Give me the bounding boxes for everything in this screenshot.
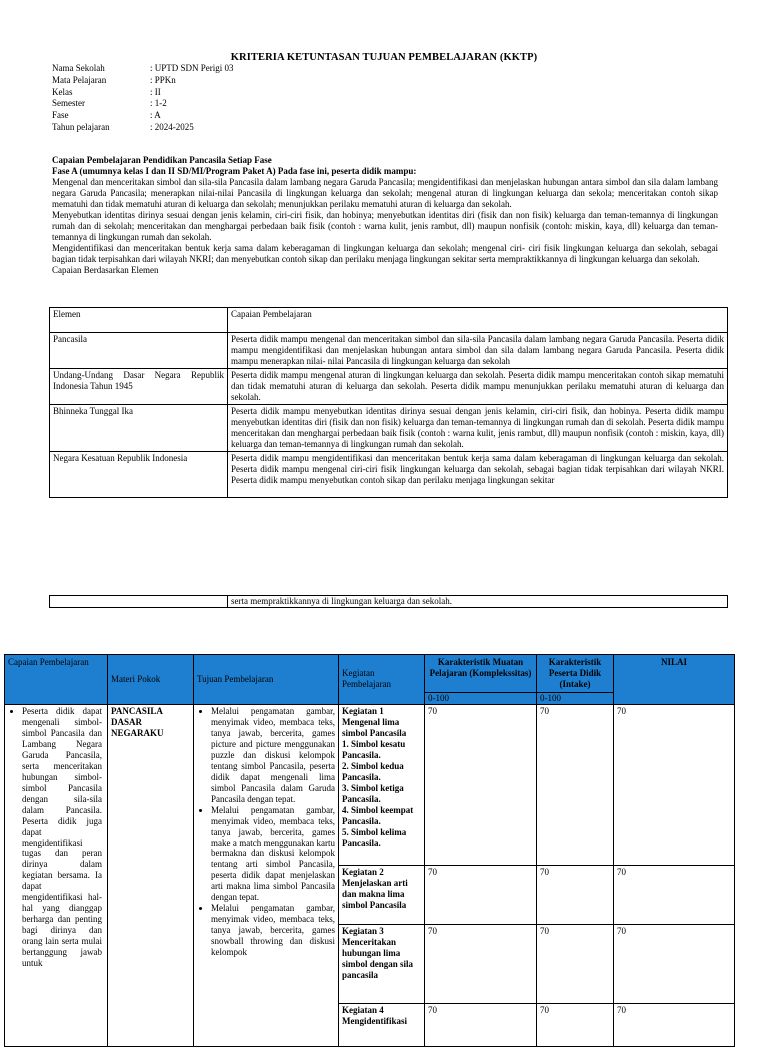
list-item: • Melalui pengamatan gambar, menyimak video, membaca teks, tanya jawab, bercerita, games picture and picture menggunakan puzzle dan diskusi kelompok tentang simbol Pancasila, peserta didik dapat mengenali lima simbol Pancasila dalam Garuda Pancasila dengan tepat.: [211, 706, 335, 805]
capaian-paragraph: Menyebutkan identitas dirinya sesuai dengan jenis kelamin, ciri-ciri fisik, dan hobinya; menyebutkan identitas diri (fisik dan non fisik) keluarga dan teman-temannya di lingkungan rumah dan di sekolah; menceritakan dan menghargai perbedaan baik fisik (contoh : warna kulit, jenis rambut, dll) maupun nonfisik (contoh: miskin, kaya, dll) keluarga dan teman-temannya di lingkungan rumah dan sekolah.: [52, 209, 718, 242]
list-item: • Peserta didik dapat mengenali simbol-simbol Pancasila dan Lambang Negara Garuda Pancasila, serta menceritakan hubungan simbol-simbol Pancasila dengan sila-sila dalam Pancasila. Peserta didik juga dapat mengidentifikasi tugas dan peran dirinya dalam kegiatan bersama. Ia dapat mengidentifikasi hal-hal yang dianggap berharga dan penting bagi dirinya dan orang lain serta mulai bertanggung jawab untuk: [22, 706, 104, 969]
range-label: 0-100: [537, 692, 614, 704]
peserta-value: 70: [537, 924, 614, 1003]
identity-row: [52, 63, 234, 75]
nilai-value: 70: [614, 1003, 735, 1046]
kegiatan-line: 3. Simbol ketiga Pancasila.: [342, 782, 404, 804]
identity-value: : PPKn: [150, 74, 176, 85]
kegiatan-line: Kegiatan 4: [342, 1004, 384, 1015]
kegiatan-cell: [339, 1003, 425, 1046]
capaian-paragraph: Mengenal dan menceritakan simbol dan sila-sila Pancasila dalam lambang negara Garuda Pancasila; mengidentifikasi dan menjelaskan hubungan antara simbol dan sila dalam lambang negara Garuda Pancasila; menerapkan nilai-nilai Pancasila di lingkungan keluarga dan sekolah; mengenal aturan di lingkungan keluarga dan sekola; menceritakan contoh sikap mematuhi dan tidak mematuhi aturan di keluarga dan sekolah; menunjukkan perilaku mematuhi aturan di keluarga dan sekolah.: [52, 176, 718, 209]
identity-row: [52, 110, 234, 122]
table-row: [50, 333, 728, 369]
table-header-row: [50, 308, 728, 333]
identity-value: : A: [150, 110, 161, 121]
column-header-karakteristik-peserta: Karakteristik Peserta Didik (Intake): [537, 655, 614, 693]
kktp-table: [4, 654, 735, 1047]
kegiatan-line: Menjelaskan arti dan makna lima simbol Pancasila: [342, 877, 408, 910]
kegiatan-line: Kegiatan 1: [342, 705, 384, 716]
range-label: 0-100: [425, 692, 537, 704]
identity-label: Tahun pelajaran: [52, 121, 110, 132]
elemen-cell: Undang-Undang Dasar Negara Republik Indonesia Tahun 1945: [50, 368, 228, 404]
capaian-cell: Peserta didik mampu mengidentifikasi dan menceritakan bentuk kerja sama dalam keberagaman di lingkungan keluarga dan sekolah. Peserta didik mampu mengenal ciri-ciri fisik lingkungan keluarga dan sekolah, sebagai bagian tidak terpisahkan dari wilayah NKRI. Peserta didik mampu menyebutkan contoh sikap dan perilaku menjaga lingkungan sekitar: [228, 451, 728, 497]
kegiatan-cell: [339, 865, 425, 924]
peserta-value: 70: [537, 865, 614, 924]
table-row: [50, 368, 728, 404]
identity-label: Semester: [52, 98, 85, 109]
elemen-cell: Negara Kesatuan Republik Indonesia: [50, 451, 228, 497]
muatan-value: 70: [425, 704, 537, 865]
elemen-table-continuation: [49, 595, 728, 608]
identity-label: Nama Sekolah: [52, 63, 105, 73]
elemen-cell: Bhinneka Tunggal Ika: [50, 404, 228, 451]
capaian-cell: serta mempraktikkannya di lingkungan keluarga dan sekolah.: [228, 596, 728, 608]
identity-value: : 1-2: [150, 98, 167, 109]
elemen-table: [49, 307, 728, 498]
peserta-value: 70: [537, 1003, 614, 1046]
identity-value: : UPTD SDN Perigi 03: [150, 63, 234, 73]
capaian-section: [52, 155, 718, 276]
column-header-capaian: Capaian Pembelajaran: [5, 655, 108, 705]
list-item: • Melalui pengamatan gambar, menyimak video, membaca teks, tanya jawab, bercerita, games snowball throwing dan diskusi kelompok: [211, 903, 335, 958]
identity-block: [52, 63, 234, 134]
peserta-value: 70: [537, 704, 614, 865]
kegiatan-line: Menceritakan hubungan lima simbol dengan sila pancasila: [342, 936, 414, 980]
identity-row: [52, 75, 234, 87]
nilai-value: 70: [614, 704, 735, 865]
capaian-subheading: Fase A (umumnya kelas I dan II SD/MI/Program Paket A) Pada fase ini, peserta didik mampu:: [52, 165, 417, 176]
capaian-heading: Capaian Pembelajaran Pendidikan Pancasila Setiap Fase: [52, 155, 272, 165]
document-title: KRITERIA KETUNTASAN TUJUAN PEMBELAJARAN (KKTP): [230, 52, 538, 63]
kegiatan-line: Kegiatan 3: [342, 925, 384, 936]
capaian-pembelajaran-cell: [5, 704, 108, 1046]
identity-label: Fase: [52, 110, 69, 121]
capaian-paragraph: Mengidentifikasi dan menceritakan bentuk kerja sama dalam keberagaman di lingkungan keluarga dan sekolah; mengenal ciri- ciri fisik lingkungan keluarga dan sekolah, sebagai bagian tidak terpisahkan dari wilayah NKRI; dan menyebutkan contoh sikap dan perilaku menjaga lingkungan sekitar serta mempraktikkannya di lingkungan keluarga dan sekolah.: [52, 242, 718, 264]
column-header-nilai: NILAI: [614, 655, 735, 705]
elemen-cell: [50, 596, 228, 608]
column-header-materi: Materi Pokok: [108, 655, 194, 705]
column-header-elemen: Elemen: [50, 308, 228, 333]
kegiatan-line: Mengidentifikasi: [342, 1015, 408, 1026]
table-row: [50, 451, 728, 497]
muatan-value: 70: [425, 865, 537, 924]
column-header-capaian: Capaian Pembelajaran: [228, 308, 728, 333]
capaian-cell: Peserta didik mampu mengenal dan menceritakan simbol dan sila-sila Pancasila dalam lambang negara Garuda Pancasila. Peserta didik mampu mengidentifikasi dan menjelaskan hubungan antara simbol dan sila dalam lambang negara Garuda Pancasila. Peserta didik mampu menerapkan nilai- nilai Pancasila di lingkungan keluarga dan sekolah: [228, 333, 728, 369]
table-row: [50, 404, 728, 451]
capaian-cell: Peserta didik mampu mengenal aturan di lingkungan keluarga dan sekolah. Peserta didik mampu menceritakan contoh sikap mematuhi dan tidak mematuhi aturan di keluarga dan sekolah. Peserta didik mampu menunjukkan perilaku mematuhi aturan di keluarga dan sekolah.: [228, 368, 728, 404]
kegiatan-line: Kegiatan 2: [342, 866, 384, 877]
muatan-value: 70: [425, 1003, 537, 1046]
kegiatan-line: 1. Simbol kesatu Pancasila.: [342, 738, 406, 760]
identity-row: [52, 87, 234, 99]
kegiatan-cell: [339, 924, 425, 1003]
identity-row: [52, 122, 234, 134]
list-item: • Melalui pengamatan gambar, menyimak video, membaca teks, tanya jawab, bercerita, games make a match menggunakan kartu bermakna dan diskusi kelompok tentang arti simbol Pancasila, peserta didik dapat menjelaskan arti makna lima simbol Pancasila dengan tepat.: [211, 805, 335, 904]
kegiatan-line: 4. Simbol keempat Pancasila.: [342, 804, 414, 826]
capaian-elemen-label: Capaian Berdasarkan Elemen: [52, 264, 159, 275]
column-header-karakteristik-muatan: Karakteristik Muatan Pelajaran (Komplekssitas): [425, 655, 537, 693]
nilai-value: 70: [614, 865, 735, 924]
kegiatan-cell: [339, 704, 425, 865]
muatan-value: 70: [425, 924, 537, 1003]
table-header-row: [5, 655, 735, 693]
table-row: [5, 704, 735, 865]
materi-pokok-cell: PANCASILA DASAR NEGARAKU: [108, 704, 194, 1046]
table-row: [50, 596, 728, 608]
identity-value: : 2024-2025: [150, 121, 194, 132]
nilai-value: 70: [614, 924, 735, 1003]
kegiatan-line: Mengenal lima simbol Pancasila: [342, 716, 407, 738]
identity-label: Kelas: [52, 86, 73, 97]
identity-label: Mata Pelajaran: [52, 74, 107, 85]
column-header-tujuan: Tujuan Pembelajaran: [194, 655, 339, 705]
kegiatan-line: 5. Simbol kelima Pancasila.: [342, 826, 407, 848]
column-header-kegiatan: Kegiatan Pembelajaran: [339, 655, 425, 705]
kegiatan-line: 2. Simbol kedua Pancasila.: [342, 760, 404, 782]
identity-value: : II: [150, 86, 161, 97]
elemen-cell: Pancasila: [50, 333, 228, 369]
capaian-cell: Peserta didik mampu menyebutkan identitas dirinya sesuai dengan jenis kelamin, ciri-ciri fisik, dan hobinya. Peserta didik mampu menyebutkan identitas diri (fisik dan non fisik) keluarga dan teman-temannya di lingkungan rumah dan di sekolah. Peserta didik mampu menceritakan dan menghargai perbedaan baik fisik (contoh : warna kulit, jenis rambut, dll) maupun nonfisik (contoh : miskin, kaya, dll) keluarga dan teman-temannya di lingkungan rumah dan sekolah.: [228, 404, 728, 451]
identity-row: [52, 98, 234, 110]
tujuan-pembelajaran-cell: [194, 704, 339, 1046]
